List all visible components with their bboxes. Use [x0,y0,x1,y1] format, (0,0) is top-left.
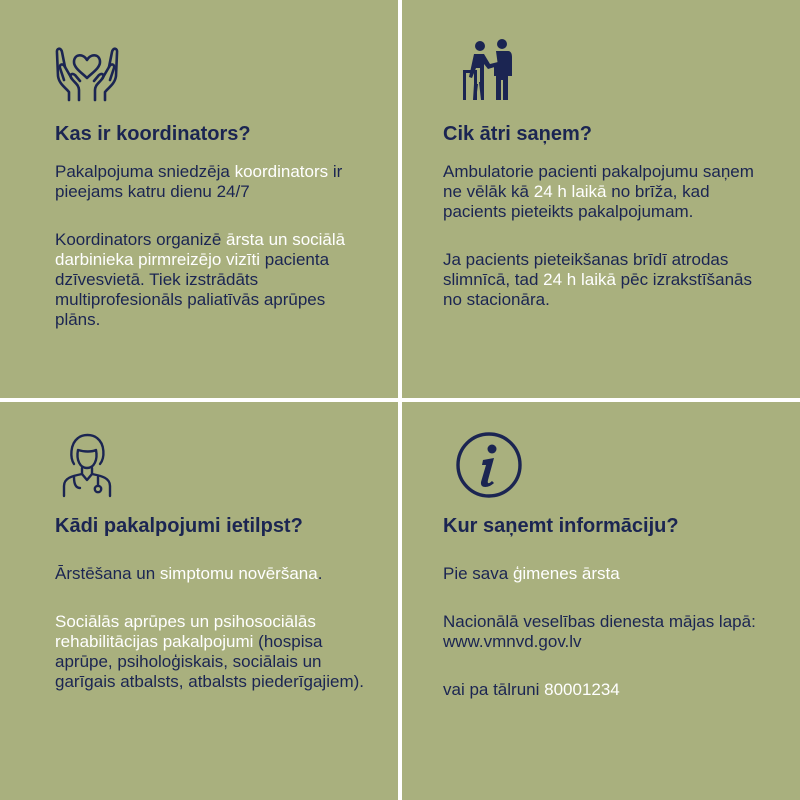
phone-number[interactable]: 80001234 [544,680,620,699]
panel-information [402,402,800,800]
highlight-text: simptomu novēršana [159,564,318,583]
paragraph: Sociālās aprūpes un psihosociālās rehabilitācijas pakalpojumi (hospisa aprūpe, psiholoģiskais, sociālais un garīgais atbalsts, atbalsts piederīgajiem). [55,612,364,691]
paragraph: Nacionālā veselības dienesta mājas lapā: www.vmnvd.gov.lv [443,612,756,651]
doctor-icon [52,430,122,500]
panel-body [55,564,375,692]
highlight-text: Sociālās aprūpes un psihosociālās rehabilitācijas pakalpojumi [55,612,316,651]
panel-body [443,162,763,310]
highlight-text: koordinators [234,162,329,181]
highlight-text: 24 h laikā [533,182,607,201]
panel-body [443,564,773,700]
panel-title: Kādi pakalpojumi ietilpst? [55,515,303,537]
highlight-text: ģimenes ārsta [512,564,620,583]
panel-services [0,402,398,800]
hands-heart-icon [52,36,122,106]
highlight-text: 24 h laikā [543,270,616,289]
paragraph: Pakalpojuma sniedzēja koordinators ir pieejams katru dienu 24/7 [55,162,343,201]
paragraph: Koordinators organizē ārsta un sociālā darbinieka pirmreizējo vizīti pacienta dzīvesvietā. Tiek izstrādāts multiprofesionāls paliatīvās aprūpes plāns. [55,230,346,329]
caregiver-elderly-walker-icon [454,36,524,106]
paragraph: Ambulatorie pacienti pakalpojumu saņem ne vēlāk kā 24 h laikā no brīža, kad pacients pieteikts pakalpojumam. [443,162,754,221]
paragraph: Pie sava ģimenes ārsta [443,564,620,583]
paragraph: Ja pacients pieteikšanas brīdī atrodas slimnīcā, tad 24 h laikā pēc izrakstīšanās no stacionāra. [443,250,752,309]
website-link[interactable]: www.vmnvd.gov.lv [443,632,582,651]
paragraph: Ārstēšana un simptomu novēršana. [55,564,323,583]
panel-title: Cik ātri saņem? [443,123,592,145]
panel-body [55,162,355,330]
panel-speed [402,0,800,398]
panel-title: Kur saņemt informāciju? [443,515,679,537]
panel-coordinator [0,0,398,398]
info-icon [454,430,524,500]
highlight-text: ārsta un sociālā darbinieka pirmreizējo vizīti [55,230,346,269]
panel-title: Kas ir koordinators? [55,123,251,145]
paragraph: vai pa tālruni 80001234 [443,680,620,699]
